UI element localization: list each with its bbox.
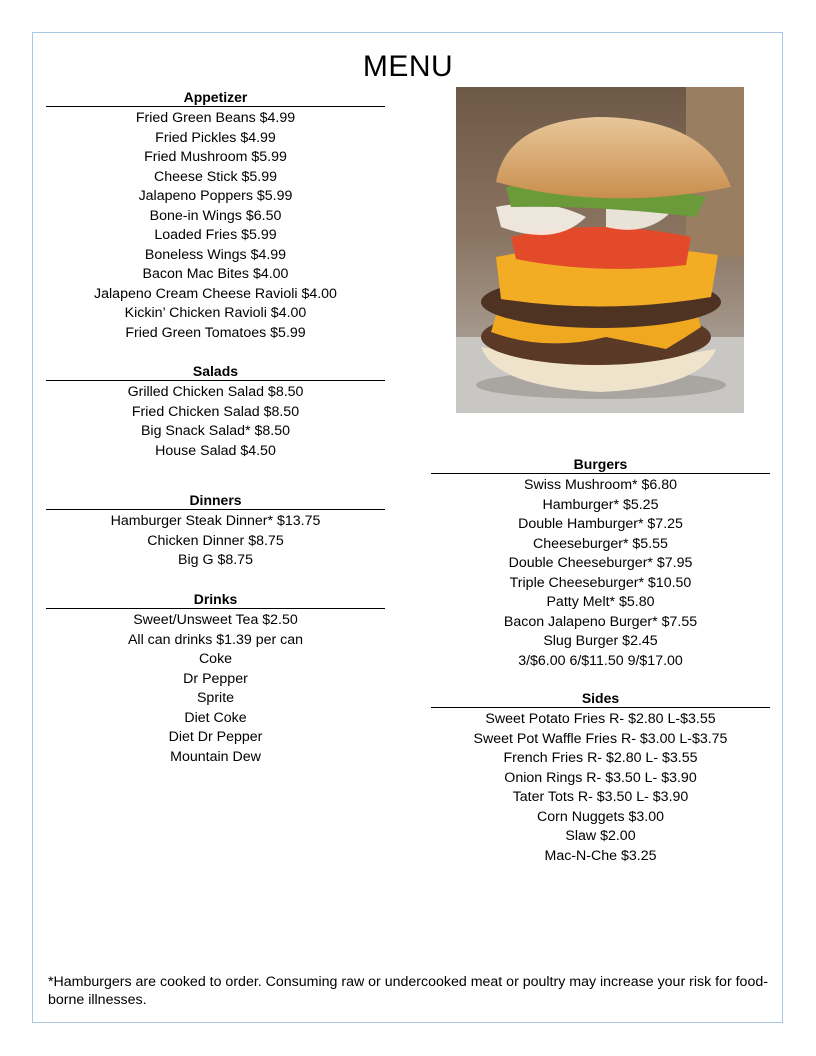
salads-section: [46, 363, 385, 461]
menu-item: Patty Melt* $5.80: [546, 594, 655, 610]
salads-heading: Salads: [46, 363, 385, 381]
menu-item: Sprite: [196, 690, 235, 706]
menu-item: Jalapeno Cream Cheese Ravioli $4.00: [94, 285, 337, 302]
menu-item: Fried Mushroom $5.99: [144, 149, 287, 165]
sides-list: [431, 708, 770, 866]
menu-item: Cheese Stick $5.99: [153, 168, 278, 185]
menu-item: All can drinks $1.39 per can: [127, 631, 304, 648]
menu-item: Hamburger* $5.25: [542, 496, 659, 513]
burgers-heading: Burgers: [431, 456, 770, 474]
menu-item: Mountain Dew: [170, 748, 261, 765]
menu-item: Dr Pepper: [183, 670, 248, 687]
menu-title: MENU: [362, 50, 454, 83]
menu-item: Sweet Pot Waffle Fries R- $3.00 L-$3.75: [473, 730, 728, 747]
menu-item: Bone-in Wings $6.50: [149, 207, 282, 224]
menu-item: Tater Tots R- $3.50 L- $3.90: [512, 789, 689, 805]
burgers-list: [431, 474, 770, 671]
menu-item: Double Hamburger* $7.25: [518, 516, 683, 532]
appetizer-section: [46, 89, 385, 343]
menu-item: Diet Coke: [184, 709, 247, 726]
menu-item: House Salad $4.50: [155, 442, 276, 459]
salads-list: [46, 381, 385, 461]
dinners-list: [46, 510, 385, 571]
sides-section: [431, 690, 770, 866]
menu-item: Fried Green Tomatoes $5.99: [125, 324, 306, 341]
menu-item: Bacon Mac Bites $4.00: [142, 266, 289, 282]
drinks-section: [46, 591, 385, 767]
menu-item: Slaw $2.00: [565, 828, 636, 844]
menu-item: Grilled Chicken Salad $8.50: [127, 384, 304, 400]
menu-item: 3/$6.00 6/$11.50 9/$17.00: [518, 652, 683, 669]
menu-item: Diet Dr Pepper: [168, 729, 263, 745]
appetizer-list: [46, 107, 385, 343]
sides-heading: Sides: [431, 690, 770, 708]
menu-item: Fried Chicken Salad $8.50: [131, 403, 300, 420]
menu-item: Coke: [198, 651, 233, 667]
menu-item: Chicken Dinner $8.75: [147, 532, 284, 549]
menu-item: Double Cheeseburger* $7.95: [508, 555, 693, 571]
footnote: *Hamburgers are cooked to order. Consuming raw or undercooked meat or poultry may increase your risk for food-borne illnesses.: [48, 974, 768, 1008]
dinners-heading: Dinners: [46, 492, 385, 510]
burger-photo: [456, 87, 744, 413]
menu-item: Swiss Mushroom* $6.80: [524, 477, 677, 493]
menu-item: Triple Cheeseburger* $10.50: [509, 574, 692, 591]
appetizer-heading: Appetizer: [46, 89, 385, 107]
menu-item: Bacon Jalapeno Burger* $7.55: [503, 613, 698, 630]
menu-item: Cheeseburger* $5.55: [533, 535, 668, 552]
menu-item: Hamburger Steak Dinner* $13.75: [110, 513, 321, 529]
drinks-heading: Drinks: [46, 591, 385, 609]
dinners-section: [46, 492, 385, 571]
burgers-section: [431, 456, 770, 671]
menu-item: Loaded Fries $5.99: [154, 227, 277, 243]
menu-item: Big Snack Salad* $8.50: [140, 423, 291, 439]
menu-item: Corn Nuggets $3.00: [537, 808, 664, 825]
menu-item: French Fries R- $2.80 L- $3.55: [503, 750, 698, 766]
drinks-list: [46, 609, 385, 767]
menu-item: Slug Burger $2.45: [543, 633, 658, 649]
menu-item: Fried Green Beans $4.99: [135, 110, 296, 126]
menu-item: Onion Rings R- $3.50 L- $3.90: [504, 769, 697, 786]
menu-item: Jalapeno Poppers $5.99: [138, 188, 293, 204]
menu-item: Mac-N-Che $3.25: [544, 847, 657, 864]
menu-item: Boneless Wings $4.99: [144, 246, 287, 263]
menu-item: Kickin’ Chicken Ravioli $4.00: [124, 305, 307, 321]
menu-item: Sweet/Unsweet Tea $2.50: [133, 612, 298, 628]
menu-item: Fried Pickles $4.99: [155, 129, 276, 146]
menu-item: Big G $8.75: [178, 552, 253, 568]
menu-item: Sweet Potato Fries R- $2.80 L-$3.55: [485, 711, 716, 727]
